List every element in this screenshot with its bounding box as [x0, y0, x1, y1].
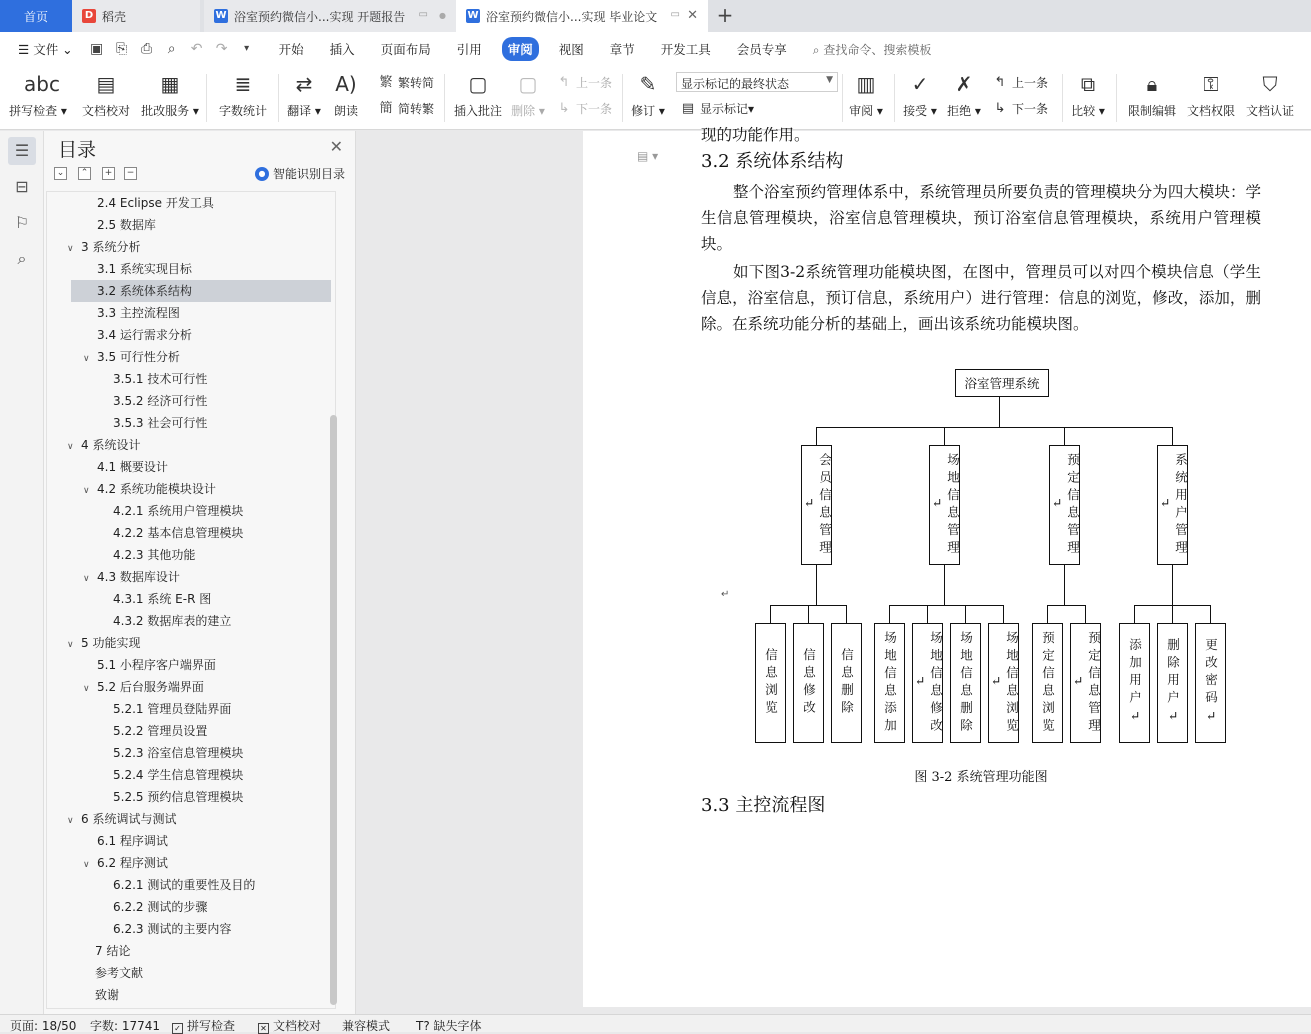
- toc-item[interactable]: [47, 588, 327, 610]
- tab-bar: [0, 0, 1311, 32]
- doc-outline-icon[interactable]: ▤ ▾: [637, 149, 659, 163]
- toc-item[interactable]: [47, 720, 327, 742]
- connector-line: [944, 427, 945, 445]
- module-box: 会员信息管理↵: [801, 445, 832, 565]
- toc-item-label: 5.2.4 学生信息管理模块: [113, 768, 244, 782]
- submodule-box: 信息修改: [793, 623, 824, 743]
- document-area: [357, 126, 1311, 1014]
- toc-item[interactable]: [47, 962, 327, 984]
- next-comment-button[interactable]: [556, 100, 612, 117]
- close-icon[interactable]: ✕: [687, 8, 698, 23]
- word-count-indicator[interactable]: 字数: 17741: [90, 1019, 161, 1033]
- toc-item[interactable]: [47, 940, 327, 962]
- submodule-box: 场地信息删除: [950, 623, 981, 743]
- menu-insert[interactable]: 插入: [329, 42, 355, 57]
- toc-item-label: 4.3.1 系统 E-R 图: [113, 592, 212, 606]
- submodule-box: 预定信息浏览: [1032, 623, 1063, 743]
- revise-icon: ✎: [639, 72, 657, 96]
- word-count-label: 字数统计: [218, 104, 267, 118]
- connector-line: [816, 427, 1173, 428]
- chevron-down-icon[interactable]: ∨: [83, 574, 90, 584]
- connector-line: [1210, 605, 1211, 623]
- toc-item-label: 4.3.2 数据库表的建立: [113, 614, 232, 628]
- submodule-box: 场地信息浏览↵: [988, 623, 1019, 743]
- markup-state-value: 显示标记的最终状态: [681, 77, 790, 91]
- toc-item-label: 5.2.1 管理员登陆界面: [113, 702, 232, 716]
- show-markup-button[interactable]: ▤ 显示标记 ▾: [681, 100, 755, 116]
- certify-icon: ⛉: [1262, 72, 1278, 96]
- document-certify-button[interactable]: [1242, 70, 1298, 126]
- smart-toc-button[interactable]: [255, 165, 345, 182]
- toc-list: [46, 191, 336, 1009]
- spell-check-button[interactable]: abc 拼写检查 ▾: [9, 72, 67, 118]
- traditional-icon: 繁: [379, 74, 393, 90]
- chevron-down-icon[interactable]: ▾: [244, 43, 250, 54]
- accept-label: 接受: [903, 104, 928, 118]
- add-heading-icon[interactable]: +: [102, 167, 115, 180]
- toc-item-label: 3.4 运行需求分析: [97, 328, 192, 342]
- chevron-down-icon[interactable]: ∨: [67, 640, 74, 650]
- module-box: 场地信息管理↵: [929, 445, 960, 565]
- command-search-placeholder: 查找命令、搜索模板: [823, 42, 932, 57]
- missing-font-button[interactable]: [416, 1017, 482, 1034]
- tab-document-thesis[interactable]: [456, 0, 708, 32]
- toc-item[interactable]: [47, 808, 327, 830]
- toc-item-label: 3.1 系统实现目标: [97, 262, 192, 276]
- toc-item[interactable]: [47, 676, 327, 698]
- submodule-box: 场地信息添加: [874, 623, 905, 743]
- toc-item[interactable]: [47, 434, 327, 456]
- prev-comment-icon: ↰: [558, 74, 570, 90]
- submodule-box: 删除用户↵: [1157, 623, 1188, 743]
- module-box: 系统用户管理↵: [1157, 445, 1188, 565]
- side-rail: [0, 131, 44, 1014]
- connector-line: [1047, 605, 1086, 606]
- connector-line: [846, 605, 847, 623]
- status-spell-check[interactable]: [172, 1017, 235, 1034]
- toc-item-label: 5.2.5 预约信息管理模块: [113, 790, 244, 804]
- menu-page-layout[interactable]: 页面布局: [380, 42, 431, 57]
- restrict-edit-button[interactable]: [1124, 70, 1180, 126]
- tab-docer[interactable]: [72, 0, 200, 32]
- connector-line: [770, 605, 771, 623]
- toc-item[interactable]: [47, 786, 327, 808]
- toc-item-label: 3.5 可行性分析: [97, 350, 180, 364]
- connector-line: [1064, 427, 1065, 445]
- menu-member[interactable]: 会员专享: [736, 42, 787, 57]
- toc-item-label: 3.2 系统体系结构: [97, 284, 192, 298]
- toc-item[interactable]: [47, 302, 327, 324]
- toc-item-label: 2.4 Eclipse 开发工具: [97, 196, 214, 210]
- compare-icon: ⧉: [1080, 72, 1096, 96]
- compare-button[interactable]: ⧉ 比较 ▾: [1071, 72, 1105, 118]
- menu-section[interactable]: 章节: [609, 42, 635, 57]
- insert-comment-label: 插入批注: [453, 104, 502, 118]
- close-icon[interactable]: ✕: [329, 137, 343, 156]
- menu-references[interactable]: 引用: [456, 42, 482, 57]
- toc-item-label: 7 结论: [95, 944, 131, 958]
- toc-item[interactable]: [47, 478, 327, 500]
- export-icon[interactable]: ⎘: [116, 41, 128, 57]
- connector-line: [999, 397, 1000, 427]
- toc-item[interactable]: [47, 544, 327, 566]
- toc-item-label: 5.2.2 管理员设置: [113, 724, 208, 738]
- traditional-to-simplified-button[interactable]: [378, 74, 434, 91]
- heading-3-2: 3.2 系统体系结构: [701, 151, 844, 172]
- font-icon: T?: [416, 1019, 430, 1033]
- chevron-down-icon[interactable]: ∨: [83, 860, 90, 870]
- save-icon[interactable]: ▣: [90, 41, 104, 57]
- show-markup-label: 显示标记: [700, 102, 749, 116]
- toc-panel: [44, 131, 356, 1014]
- compare-label: 比较: [1071, 104, 1096, 118]
- checkbox-icon: ✓: [172, 1023, 183, 1034]
- menu-start[interactable]: 开始: [278, 42, 304, 57]
- translate-label: 翻译: [287, 104, 312, 118]
- chevron-down-icon[interactable]: ∨: [67, 816, 74, 826]
- toc-item[interactable]: [47, 874, 327, 896]
- chevron-down-icon[interactable]: ∨: [67, 442, 74, 452]
- search-icon[interactable]: ⌕: [17, 249, 27, 268]
- toc-item[interactable]: [47, 918, 327, 940]
- toc-item[interactable]: [47, 368, 327, 390]
- toc-item-label: 4 系统设计: [81, 438, 141, 452]
- toc-item[interactable]: [47, 698, 327, 720]
- reject-button[interactable]: ✗ 拒绝 ▾: [947, 72, 981, 118]
- tab-doc2-label: 浴室预约微信小...实现 毕业论文: [486, 9, 658, 24]
- search-icon: ⌕: [812, 42, 820, 57]
- menu-review[interactable]: 审阅: [502, 37, 539, 61]
- prev-change-icon: ↰: [994, 74, 1006, 90]
- toc-item-label: 3.5.3 社会可行性: [113, 416, 208, 430]
- heading-3-3: 3.3 主控流程图: [701, 795, 826, 816]
- read-aloud-label: 朗读: [333, 104, 358, 118]
- toc-item-label: 5.2 后台服务端界面: [97, 680, 204, 694]
- tab-dot-icon: ●: [439, 11, 446, 20]
- connector-line: [816, 427, 817, 445]
- prev-change-label: 上一条: [1012, 76, 1049, 90]
- submodule-box: 信息删除: [831, 623, 862, 743]
- print-icon[interactable]: ⎙: [141, 41, 153, 57]
- toc-item-label: 致谢: [95, 988, 120, 1002]
- toc-item-label: 5.2.3 浴室信息管理模块: [113, 746, 244, 760]
- connector-line: [1172, 605, 1173, 623]
- traditional-to-simplified-label: 繁转简: [398, 76, 435, 90]
- next-comment-label: 下一条: [576, 102, 613, 116]
- toc-item[interactable]: [47, 610, 327, 632]
- review-ribbon: [0, 66, 1311, 130]
- submodule-box: 预定信息管理↵: [1070, 623, 1101, 743]
- toc-item-label: 6.2.1 测试的重要性及目的: [113, 878, 256, 892]
- toc-item[interactable]: [47, 346, 327, 368]
- word-doc-icon: W: [467, 10, 479, 21]
- toc-item[interactable]: [47, 236, 327, 258]
- print-preview-icon[interactable]: ⌕: [167, 41, 176, 57]
- proofread-button[interactable]: [78, 70, 134, 126]
- submodule-box: 添加用户↵: [1119, 623, 1150, 743]
- toc-item[interactable]: [47, 192, 327, 214]
- compat-mode: 兼容模式: [342, 1019, 391, 1033]
- missing-font-label: 缺失字体: [433, 1019, 482, 1033]
- prev-comment-label: 上一条: [576, 76, 613, 90]
- toc-item[interactable]: [47, 742, 327, 764]
- toc-item-label: 5 功能实现: [81, 636, 141, 650]
- prev-comment-button[interactable]: [556, 74, 612, 91]
- revise-label: 修订: [631, 104, 656, 118]
- review-pane-label: 审阅: [849, 104, 874, 118]
- toc-item[interactable]: [47, 214, 327, 236]
- toc-item[interactable]: [47, 566, 327, 588]
- menu-bar: [0, 32, 1311, 66]
- prev-change-button[interactable]: [992, 74, 1048, 91]
- translate-button[interactable]: ⇄ 翻译 ▾: [287, 72, 321, 118]
- tab-document-proposal[interactable]: [204, 0, 456, 32]
- insert-comment-button[interactable]: [452, 70, 504, 126]
- word-count-button[interactable]: [214, 70, 272, 126]
- toc-item-label: 6 系统调试与测试: [81, 812, 177, 826]
- toc-item-label: 3.5.2 经济可行性: [113, 394, 208, 408]
- status-proofread-label: 文档校对: [273, 1019, 322, 1033]
- toc-scrollbar[interactable]: [330, 415, 337, 1005]
- module-box: 预定信息管理↵: [1049, 445, 1080, 565]
- toc-item[interactable]: [47, 654, 327, 676]
- toc-item-label: 6.1 程序调试: [97, 834, 168, 848]
- accept-icon: ✓: [911, 72, 929, 96]
- toc-item[interactable]: [47, 632, 327, 654]
- toc-item[interactable]: [47, 500, 327, 522]
- connector-line: [889, 605, 1004, 606]
- connector-line: [927, 605, 928, 623]
- toc-title: 目录: [58, 139, 97, 161]
- paragraph-figure-intro: 如下图3-2系统管理功能模块图，在图中，管理员可以对四个模块信息（学生信息，浴室信息，预订信息，系统用户）进行管理：信息的浏览，修改，添加，删除。在系统功能分析的基础上，画出该系统功能模块图。: [701, 263, 1261, 333]
- reject-icon: ✗: [955, 72, 973, 96]
- connector-line: [1047, 605, 1048, 623]
- next-change-icon: ↳: [994, 100, 1006, 116]
- toc-item-label: 参考文献: [95, 966, 144, 980]
- toc-item[interactable]: [71, 280, 331, 302]
- chevron-down-icon[interactable]: ∨: [83, 354, 90, 364]
- toc-item-label: 6.2.3 测试的主要内容: [113, 922, 232, 936]
- cut-off-text: 现的功能作用。: [701, 126, 810, 144]
- connector-line: [1172, 427, 1173, 445]
- status-spell-check-label: 拼写检查: [187, 1019, 236, 1033]
- chevron-down-icon[interactable]: ∨: [83, 486, 90, 496]
- redo-icon[interactable]: ↷: [215, 41, 228, 57]
- toc-panel-icon[interactable]: ☰: [8, 137, 36, 165]
- checkbox-icon: ✕: [258, 1023, 269, 1034]
- tab-docer-label: 稻壳: [102, 9, 127, 24]
- toc-item[interactable]: [47, 830, 327, 852]
- proofread-icon: ▤: [96, 72, 116, 96]
- connector-line: [1064, 565, 1065, 605]
- simplified-to-traditional-label: 简转繁: [398, 102, 435, 116]
- delete-comment-button[interactable]: ▢ 删除 ▾: [511, 72, 545, 118]
- paragraph-mark: ↵: [721, 589, 730, 600]
- connector-line: [1134, 605, 1135, 623]
- next-change-button[interactable]: [992, 100, 1048, 117]
- connector-line: [816, 565, 817, 605]
- navigation-icon[interactable]: ⊟: [15, 177, 29, 196]
- toc-item[interactable]: [47, 390, 327, 412]
- robot-icon: ●: [255, 167, 269, 181]
- toc-item-label: 4.2 系统功能模块设计: [97, 482, 216, 496]
- read-aloud-icon: A): [335, 72, 357, 96]
- show-markup-icon: ▤: [681, 100, 695, 116]
- connector-line: [1003, 605, 1004, 623]
- toc-item-label: 6.2 程序测试: [97, 856, 168, 870]
- document-certify-label: 文档认证: [1245, 104, 1294, 118]
- lock-icon: 🔒︎: [1146, 72, 1158, 96]
- new-tab-button[interactable]: +: [716, 3, 734, 27]
- chevron-down-icon[interactable]: ∨: [83, 684, 90, 694]
- tab-home-label: 首页: [23, 9, 48, 24]
- word-doc-icon: W: [215, 10, 227, 21]
- smart-toc-label: 智能识别目录: [272, 167, 345, 181]
- toc-item-label: 4.3 数据库设计: [97, 570, 180, 584]
- annotate-service-icon: ▦: [160, 72, 180, 96]
- status-bar: [0, 1014, 1311, 1032]
- connector-line: [808, 605, 809, 623]
- proofread-label: 文档校对: [81, 104, 130, 118]
- simplified-icon: 簡: [379, 100, 393, 116]
- annotate-service-label: 批改服务: [141, 104, 190, 118]
- toc-item-label: 2.5 数据库: [97, 218, 156, 232]
- spell-check-icon: abc: [24, 72, 60, 96]
- simplified-to-traditional-button[interactable]: [378, 100, 434, 117]
- annotate-service-button[interactable]: ▦ 批改服务 ▾: [141, 72, 199, 118]
- expand-all-icon[interactable]: ⌃: [78, 167, 91, 180]
- reject-label: 拒绝: [947, 104, 972, 118]
- revise-button[interactable]: ✎ 修订 ▾: [631, 72, 665, 118]
- toc-item[interactable]: [47, 764, 327, 786]
- next-comment-icon: ↳: [558, 100, 570, 116]
- connector-line: [965, 605, 966, 623]
- toc-item[interactable]: [47, 324, 327, 346]
- next-change-label: 下一条: [1012, 102, 1049, 116]
- toc-item[interactable]: [47, 522, 327, 544]
- connector-line: [1085, 605, 1086, 623]
- collapse-all-icon[interactable]: ⌄: [54, 167, 67, 180]
- delete-comment-label: 删除: [511, 104, 536, 118]
- submodule-box: 场地信息修改↵: [912, 623, 943, 743]
- toc-item-label: 4.1 概要设计: [97, 460, 168, 474]
- tab-share-icon[interactable]: ▭: [418, 9, 428, 20]
- chevron-down-icon[interactable]: ∨: [67, 244, 74, 254]
- file-menu[interactable]: ☰ 文件 ⌄: [18, 42, 73, 57]
- spell-check-label: 拼写检查: [9, 104, 58, 118]
- toc-item[interactable]: [47, 984, 327, 1006]
- translate-icon: ⇄: [295, 72, 313, 96]
- submodule-box: 信息浏览: [755, 623, 786, 743]
- permission-icon: ⚿: [1203, 72, 1219, 96]
- menu-view[interactable]: 视图: [558, 42, 584, 57]
- remove-heading-icon[interactable]: −: [124, 167, 137, 180]
- submodule-box: 更改密码↵: [1195, 623, 1226, 743]
- figure-caption: 图 3-2 系统管理功能图: [914, 770, 1048, 785]
- menu-developer[interactable]: 开发工具: [660, 42, 711, 57]
- toc-item-label: 3.5.1 技术可行性: [113, 372, 208, 386]
- tab-doc1-label: 浴室预约微信小...实现 开题报告: [234, 9, 406, 24]
- document-page: [583, 126, 1311, 1007]
- paragraph-modules: 整个浴室预约管理体系中，系统管理员所要负责的管理模块分为四大模块：学生信息管理模块，浴室信息管理模块，预订浴室信息管理模块，系统用户管理模块。: [701, 183, 1261, 253]
- toc-item-label: 4.2.1 系统用户管理模块: [113, 504, 244, 518]
- tab-home[interactable]: [0, 0, 72, 32]
- document-permission-label: 文档权限: [1186, 104, 1235, 118]
- read-aloud-button[interactable]: [328, 70, 364, 126]
- toc-item-label: 6.2.2 测试的步骤: [113, 900, 208, 914]
- toc-item[interactable]: [47, 412, 327, 434]
- toc-item[interactable]: [47, 896, 327, 918]
- toc-item[interactable]: [47, 852, 327, 874]
- command-search[interactable]: [813, 41, 932, 58]
- toc-item[interactable]: [47, 456, 327, 478]
- connector-line: [1172, 565, 1173, 605]
- word-count-icon: ≣: [234, 72, 252, 96]
- file-menu-label: 文件: [33, 42, 59, 57]
- toc-item-label: 4.2.3 其他功能: [113, 548, 196, 562]
- undo-icon[interactable]: ↶: [190, 41, 203, 57]
- toc-item[interactable]: [47, 258, 327, 280]
- comment-add-icon: ▢: [468, 72, 488, 96]
- markup-state-select[interactable]: [676, 72, 838, 92]
- review-pane-icon: ▥: [856, 72, 876, 96]
- comment-delete-icon: ▢: [518, 72, 538, 96]
- document-permission-button[interactable]: [1184, 70, 1238, 126]
- docer-icon: D: [82, 9, 96, 23]
- bookmark-icon[interactable]: ⚐: [14, 213, 30, 232]
- restrict-edit-label: 限制编辑: [1127, 104, 1176, 118]
- page-indicator[interactable]: 页面: 18/50: [10, 1019, 77, 1033]
- chevron-down-icon: ▼: [826, 75, 833, 85]
- connector-line: [944, 565, 945, 605]
- diagram-root-box: 浴室管理系统: [955, 369, 1049, 397]
- review-pane-button[interactable]: ▥ 审阅 ▾: [849, 72, 883, 118]
- toc-item-label: 3.3 主控流程图: [97, 306, 180, 320]
- connector-line: [889, 605, 890, 623]
- status-proofread[interactable]: [258, 1017, 321, 1034]
- tab-share-icon[interactable]: ▭: [670, 9, 680, 20]
- toc-item-label: 5.1 小程序客户端界面: [97, 658, 216, 672]
- toc-item-label: 3 系统分析: [81, 240, 141, 254]
- toc-item-label: 4.2.2 基本信息管理模块: [113, 526, 244, 540]
- accept-button[interactable]: ✓ 接受 ▾: [903, 72, 937, 118]
